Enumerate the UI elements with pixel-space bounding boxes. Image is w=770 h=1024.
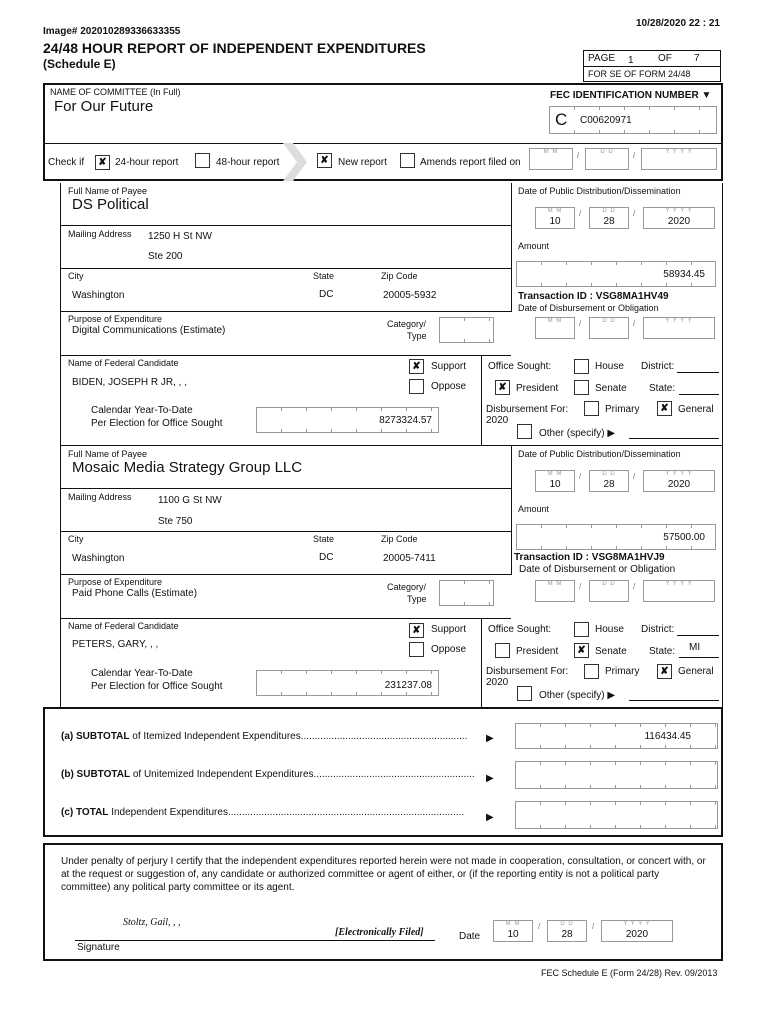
state-label: State	[313, 534, 335, 544]
certification-text: Under penalty of perjury I certify that the independent expenditures reported herein were not made in cooperation, consultation, or concert with, or at the request or suggestion of, any candidate or authorized committee or agent of either, or (if the reporting entity is not a political party committee) any political party committee or its agent.	[61, 856, 706, 893]
date-dd[interactable]: D D 28	[589, 207, 629, 229]
transaction-id: Transaction ID : VSG8MA1HVJ9	[514, 552, 665, 563]
report-48hour-checkbox[interactable]	[195, 153, 210, 168]
payee-name: Mosaic Media Strategy Group LLC	[72, 459, 303, 476]
candidate-label: Name of Federal Candidate	[68, 621, 179, 631]
office-sought-label: Office Sought:	[488, 624, 552, 635]
date-mm[interactable]: M M 10	[535, 207, 575, 229]
subtotal-b-row	[61, 769, 475, 780]
address-line2: Ste 750	[158, 516, 193, 527]
category-field[interactable]	[439, 317, 494, 343]
primary-label: Primary	[605, 666, 640, 677]
date-mm[interactable]: M M 10	[535, 470, 575, 492]
city-value: Washington	[72, 290, 125, 301]
disb-date-dd[interactable]: D D	[589, 580, 629, 602]
committee-name: For Our Future	[54, 98, 154, 115]
zip-label: Zip Code	[381, 271, 418, 281]
senate-checkbox[interactable]	[574, 380, 589, 395]
disb-date-yyyy[interactable]: Y Y Y Y	[643, 580, 715, 602]
amend-date-dd[interactable]: D D	[585, 148, 629, 170]
report-24hour-checkbox[interactable]: ✘	[95, 155, 110, 170]
mailing-label: Mailing Address	[68, 229, 132, 239]
total-c-text: Independent Expenditures.....................................................................................	[111, 807, 465, 818]
subtotal-a-value: 116434.45	[644, 731, 691, 742]
chevron-divider-icon	[283, 143, 309, 181]
entry-2: Full Name of Payee Mosaic Media Strategy Group LLC Date of Public Distribution/Dissemination M M 10 / D D 28 / Y Y Y Y 2020 Mailing Address 1100 G St NW Ste 750 Amount 57500.00 City State Zip Code Washington DC 20005-7411 Transaction ID : VSG8MA1HVJ9 Date of Disbursement or Obligation M M / D D / Y Y Y Y Purpose of Expenditure Paid Phone Calls (Estimate) Category/ Type Name of Federal Candidate PETERS, GARY, , , ✘ Support Oppose Office Sought: House District: President ✘ Senate State: MI Calendar Year-To-Date Per Election for Office Sought 231237.08 Disbursement For: 2020 Primary ✘ General Other (specify) ▶	[60, 445, 723, 707]
support-label: Support	[431, 624, 467, 635]
fec-id-label: FEC IDENTIFICATION NUMBER ▼	[550, 90, 712, 101]
amount-label: Amount	[518, 504, 550, 514]
senate-label: Senate	[595, 383, 627, 394]
signature-label: Signature	[77, 942, 120, 953]
election-year: 2020	[486, 415, 509, 426]
candidate-state: MI	[689, 642, 701, 653]
ytd-label-1: Calendar Year-To-Date	[91, 668, 193, 679]
total-c-label: (c) TOTAL	[61, 807, 109, 818]
primary-checkbox[interactable]	[584, 401, 599, 416]
report-48hour-label: 48-hour report	[216, 157, 280, 168]
general-label: General	[678, 404, 714, 415]
amount-field[interactable]	[516, 261, 716, 287]
form-title: 24/48 HOUR REPORT OF INDEPENDENT EXPENDITURES	[43, 40, 426, 56]
support-checkbox[interactable]: ✘	[409, 359, 424, 374]
date-disb-label: Date of Disbursement or Obligation	[519, 564, 676, 575]
transaction-id: Transaction ID : VSG8MA1HV49	[518, 291, 669, 302]
state-colon-label: State:	[649, 646, 676, 657]
image-id: Image# 202010289336633355	[43, 26, 181, 37]
entry-1: Full Name of Payee DS Political Date of Public Distribution/Dissemination M M 10 / D D 28 / Y Y Y Y 2020 Mailing Address 1250 H St NW Ste 200 Amount 58934.45 City State Zip Code Washington DC 20005-5932 Transaction ID : VSG8MA1HV49 Date of Disbursement or Obligation M M / D D / Y Y Y Y Purpose of Expenditure Digital Communications (Estimate) Category/ Type Name of Federal Candidate BIDEN, JOSEPH R JR, , , ✘ Support Oppose Office Sought: House District: ✘ President Senate State: Calendar Year-To-Date Per Election for Office Sought 8273324.57 Disbursement For: 2020 Primary ✘ General Other (specify) ▶	[60, 183, 723, 445]
fec-id-prefix: C	[555, 110, 568, 129]
disb-date-mm[interactable]: M M	[535, 317, 575, 339]
page-total: 7	[694, 53, 700, 64]
district-label: District:	[641, 624, 675, 635]
city-value: Washington	[72, 553, 125, 564]
oppose-checkbox[interactable]	[409, 379, 424, 394]
amount-value: 57500.00	[663, 532, 705, 543]
new-report-label: New report	[338, 157, 387, 168]
zip-label: Zip Code	[381, 534, 418, 544]
house-checkbox[interactable]	[574, 359, 589, 374]
city-label: City	[68, 271, 84, 281]
ytd-field[interactable]	[256, 407, 439, 433]
subtotal-b-text: of Unitemized Independent Expenditures..........................................................	[132, 769, 475, 780]
amends-label: Amends report filed on	[420, 157, 521, 168]
payee-label: Full Name of Payee	[68, 186, 148, 196]
total-c-field[interactable]	[515, 801, 718, 829]
totals-box	[43, 707, 723, 837]
president-checkbox[interactable]: ✘	[495, 380, 510, 395]
amends-checkbox[interactable]	[400, 153, 415, 168]
sig-date-dd[interactable]: D D 28	[547, 920, 587, 942]
arrow-icon: ▶	[486, 812, 494, 823]
arrow-icon: ▶	[486, 733, 494, 744]
ytd-label-1: Calendar Year-To-Date	[91, 405, 193, 416]
category-field[interactable]	[439, 580, 494, 606]
disb-date-dd[interactable]: D D	[589, 317, 629, 339]
payee-label: Full Name of Payee	[68, 449, 148, 459]
category-label: Category/	[387, 582, 427, 592]
zip-value: 20005-7411	[383, 553, 436, 564]
report-datetime: 10/28/2020 22 : 21	[636, 18, 720, 29]
other-label: Other (specify) ▶	[539, 690, 616, 701]
ytd-label-2: Per Election for Office Sought	[91, 418, 223, 429]
subtotal-a-label: (a) SUBTOTAL	[61, 731, 130, 742]
committee-name-label: NAME OF COMMITTEE (In Full)	[50, 87, 181, 97]
president-label: President	[516, 646, 559, 657]
subtotal-b-label: (b) SUBTOTAL	[61, 769, 131, 780]
house-label: House	[595, 361, 624, 372]
committee-box: NAME OF COMMITTEE (In Full) For Our Future FEC IDENTIFICATION NUMBER ▼ C C00620971 Check if ✘ 24-hour report 48-hour report ✘ New report Amends report filed on M M / D D / Y Y Y Y	[43, 83, 723, 181]
total-c-row	[61, 807, 464, 818]
ytd-label-2: Per Election for Office Sought	[91, 681, 223, 692]
oppose-label: Oppose	[431, 381, 467, 392]
electronically-filed: [Electronically Filed]	[335, 927, 424, 938]
amend-date-yyyy[interactable]: Y Y Y Y	[641, 148, 717, 170]
for-use-label: FOR SE OF FORM 24/48	[588, 69, 691, 79]
candidate-label: Name of Federal Candidate	[68, 358, 179, 368]
general-checkbox[interactable]: ✘	[657, 664, 672, 679]
subtotal-a-text: of Itemized Independent Expenditures............................................................	[132, 731, 468, 742]
city-label: City	[68, 534, 84, 544]
fec-id-value: C00620971	[580, 115, 632, 126]
general-label: General	[678, 666, 714, 677]
address-line1: 1100 G St NW	[158, 495, 222, 506]
disb-date-yyyy[interactable]: Y Y Y Y	[643, 317, 715, 339]
signer-name: Stoltz, Gail, , ,	[123, 917, 181, 928]
senate-label: Senate	[595, 646, 627, 657]
state-colon-label: State:	[649, 383, 676, 394]
certification-box: Under penalty of perjury I certify that the independent expenditures reported herein were not made in cooperation, consultation, or concert with, or at the request or suggestion of, any candidate or authorized committee or agent of either, or (if the reporting entity is not a political party committee) any political party committee or its agent. Stoltz, Gail, , , [Electronically Filed] Signature Date M M 10 / D D 28 / Y Y Y Y 2020	[43, 843, 723, 961]
amount-field[interactable]	[516, 524, 716, 550]
candidate-name: PETERS, GARY, , ,	[72, 639, 159, 650]
purpose-label: Purpose of Expenditure	[68, 577, 163, 587]
house-checkbox[interactable]	[574, 622, 589, 637]
subtotal-a-field[interactable]	[515, 723, 718, 749]
payee-name: DS Political	[72, 196, 149, 213]
president-checkbox[interactable]	[495, 643, 510, 658]
category-label: Category/	[387, 319, 427, 329]
district-label: District:	[641, 361, 675, 372]
ytd-field[interactable]	[256, 670, 439, 696]
amount-value: 58934.45	[663, 269, 705, 280]
president-label: President	[516, 383, 559, 394]
ytd-value: 8273324.57	[379, 415, 432, 426]
date-public-label: Date of Public Distribution/Dissemination	[518, 186, 681, 196]
state-value: DC	[319, 552, 334, 563]
office-sought-label: Office Sought:	[488, 361, 552, 372]
amount-label: Amount	[518, 241, 550, 251]
date-yyyy[interactable]: Y Y Y Y 2020	[643, 207, 715, 229]
page-label: PAGE	[588, 53, 616, 64]
subtotal-a-row	[61, 731, 467, 742]
senate-checkbox[interactable]: ✘	[574, 643, 589, 658]
arrow-icon: ▶	[486, 773, 494, 784]
primary-checkbox[interactable]	[584, 664, 599, 679]
address-line2: Ste 200	[148, 251, 183, 262]
other-checkbox[interactable]	[517, 686, 532, 701]
support-checkbox[interactable]: ✘	[409, 623, 424, 638]
oppose-label: Oppose	[431, 644, 467, 655]
candidate-name: BIDEN, JOSEPH R JR, , ,	[72, 377, 188, 388]
support-label: Support	[431, 361, 467, 372]
page-box	[583, 50, 721, 82]
page-number: 1	[628, 55, 634, 66]
disb-for-label: Disbursement For:	[486, 404, 569, 415]
amend-date-mm[interactable]: M M	[529, 148, 573, 170]
disb-date-mm[interactable]: M M	[535, 580, 575, 602]
date-public-label: Date of Public Distribution/Dissemination	[518, 449, 681, 459]
subtotal-b-field[interactable]	[515, 761, 718, 789]
election-year: 2020	[486, 677, 509, 688]
ytd-value: 231237.08	[384, 680, 432, 691]
form-footer: FEC Schedule E (Form 24/28) Rev. 09/2013	[541, 968, 718, 978]
of-label: OF	[658, 53, 672, 64]
date-dd[interactable]: D D 28	[589, 470, 629, 492]
sig-date-yyyy[interactable]: Y Y Y Y 2020	[601, 920, 673, 942]
date-disb-label: Date of Disbursement or Obligation	[518, 303, 659, 313]
new-report-checkbox[interactable]: ✘	[317, 153, 332, 168]
purpose-value: Paid Phone Calls (Estimate)	[72, 588, 198, 599]
mailing-label: Mailing Address	[68, 492, 132, 502]
sig-date-mm[interactable]: M M 10	[493, 920, 533, 942]
form-subtitle: (Schedule E)	[43, 57, 116, 71]
oppose-checkbox[interactable]	[409, 642, 424, 657]
purpose-value: Digital Communications (Estimate)	[72, 325, 226, 336]
state-label: State	[313, 271, 335, 281]
fec-id-field[interactable]	[549, 106, 717, 134]
state-value: DC	[319, 289, 334, 300]
other-checkbox[interactable]	[517, 424, 532, 439]
check-if-label: Check if	[48, 157, 85, 168]
date-yyyy[interactable]: Y Y Y Y 2020	[643, 470, 715, 492]
disb-for-label: Disbursement For:	[486, 666, 569, 677]
type-label: Type	[407, 594, 427, 604]
zip-value: 20005-5932	[383, 290, 437, 301]
type-label: Type	[407, 331, 427, 341]
sig-date-label: Date	[459, 931, 481, 942]
report-24hour-label: 24-hour report	[115, 157, 179, 168]
general-checkbox[interactable]: ✘	[657, 401, 672, 416]
address-line1: 1250 H St NW	[148, 231, 212, 242]
purpose-label: Purpose of Expenditure	[68, 314, 163, 324]
other-label: Other (specify) ▶	[539, 428, 616, 439]
primary-label: Primary	[605, 404, 640, 415]
house-label: House	[595, 624, 624, 635]
